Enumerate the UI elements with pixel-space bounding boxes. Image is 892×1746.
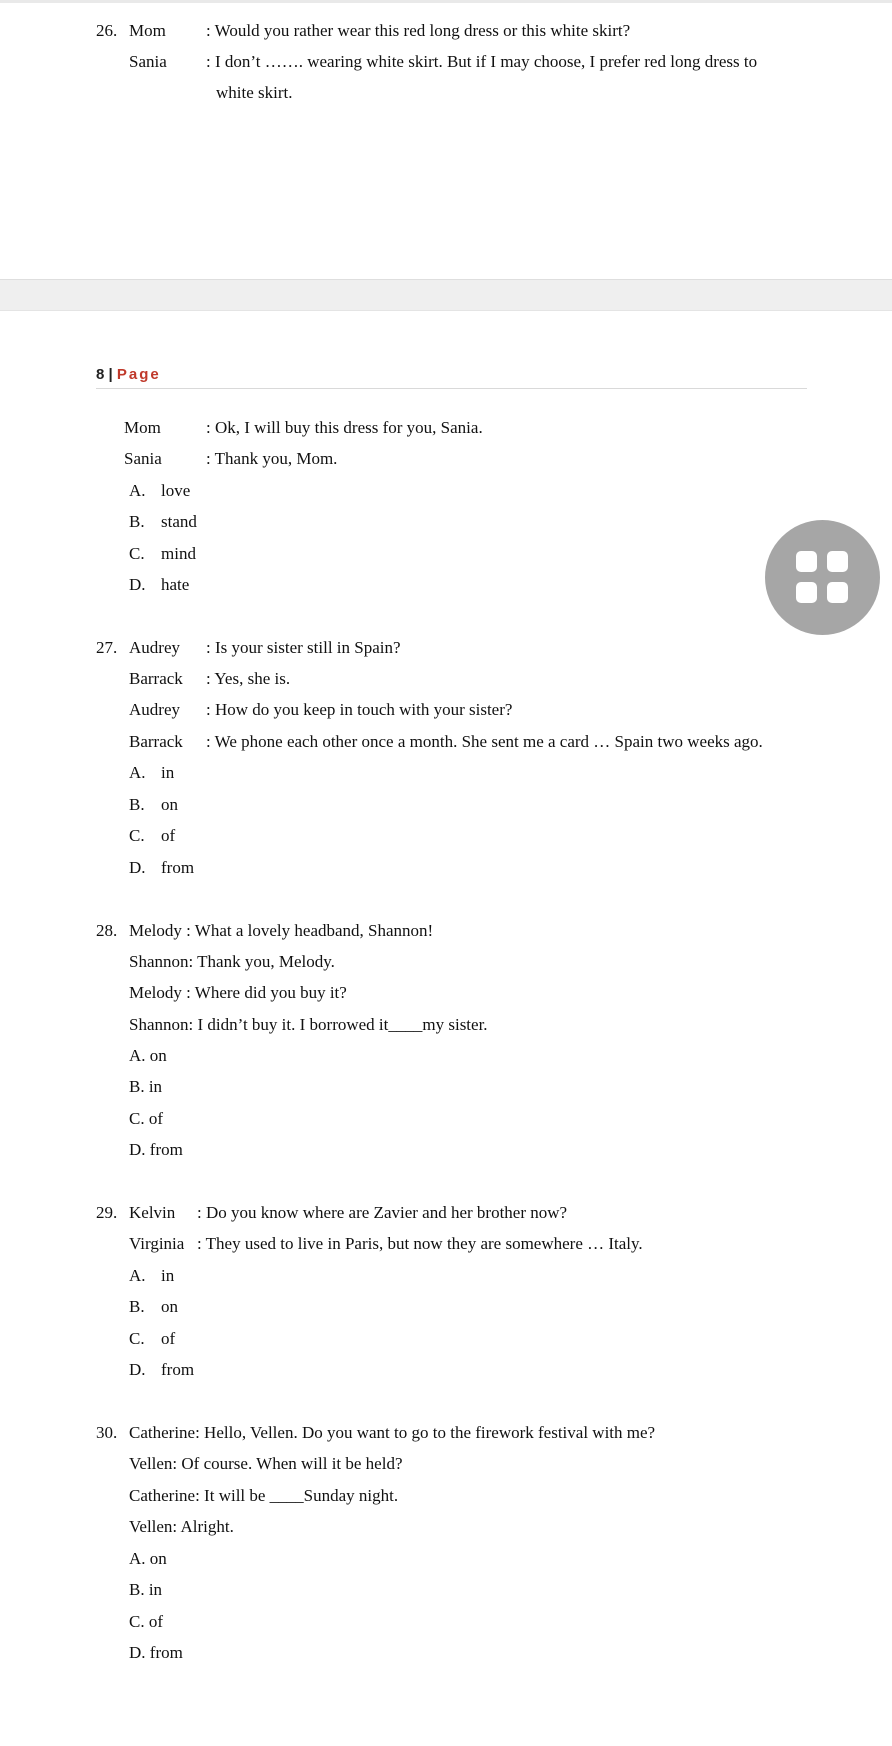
grid-cell (796, 551, 817, 572)
q29-option-a: in (161, 1266, 175, 1285)
q27-speaker-3: Audrey (129, 700, 180, 719)
q30-option-b: B. in (129, 1580, 163, 1599)
q26-option-b-letter: B. (129, 512, 145, 531)
q30-number: 30. (96, 1423, 118, 1442)
floating-menu-button[interactable] (765, 520, 880, 635)
q30-line-2: Vellen: Of course. When will it be held? (129, 1454, 403, 1473)
q29-option-a-letter: A. (129, 1266, 146, 1285)
q27-option-d: from (161, 858, 195, 877)
grid-cell (796, 582, 817, 603)
grid-cell (827, 551, 848, 572)
q29-speaker-1: Kelvin (129, 1203, 176, 1222)
q27-option-a: in (161, 763, 175, 782)
q30-line-3: Catherine: It will be ____Sunday night. (129, 1486, 399, 1505)
q26-option-c-letter: C. (129, 544, 145, 563)
q30-option-c: C. of (129, 1612, 163, 1631)
q26-speaker-3: Mom (124, 418, 161, 437)
q27-option-d-letter: D. (129, 858, 146, 877)
q30-option-a: A. on (129, 1549, 167, 1568)
q26-option-b: stand (161, 512, 197, 531)
top-edge (0, 0, 892, 3)
q26-line-3: : Ok, I will buy this dress for you, Sania. (206, 418, 483, 437)
page-break (0, 279, 892, 311)
q28-option-a: A. on (129, 1046, 167, 1065)
q26-line-2-cont: white skirt. (216, 83, 293, 102)
q27-speaker-2: Barrack (129, 669, 183, 688)
q29-number: 29. (96, 1203, 118, 1222)
q28-line-1: Melody : What a lovely headband, Shannon! (129, 921, 434, 940)
q27-line-1: : Is your sister still in Spain? (206, 638, 401, 657)
q26-option-d-letter: D. (129, 575, 146, 594)
q27-speaker-1: Audrey (129, 638, 180, 657)
q30-option-d: D. from (129, 1643, 183, 1662)
q28-option-c: C. of (129, 1109, 163, 1128)
page-separator: | (108, 366, 113, 383)
q26-option-a-letter: A. (129, 481, 146, 500)
q28-option-b: B. in (129, 1077, 163, 1096)
q27-number: 27. (96, 638, 118, 657)
q29-option-b: on (161, 1297, 178, 1316)
page-number: 8 (96, 366, 105, 383)
q27-line-4: : We phone each other once a month. She sent me a card … Spain two weeks ago. (206, 732, 763, 751)
q29-option-d: from (161, 1360, 195, 1379)
q27-line-2: : Yes, she is. (206, 669, 291, 688)
page-label: Page (116, 366, 161, 383)
q29-line-2: : They used to live in Paris, but now they are somewhere … Italy. (197, 1234, 643, 1253)
q28-line-4: Shannon: I didn’t buy it. I borrowed it____my sister. (129, 1015, 488, 1034)
q26-speaker-4: Sania (124, 449, 162, 468)
q27-speaker-4: Barrack (129, 732, 183, 751)
q27-option-a-letter: A. (129, 763, 146, 782)
q27-line-3: : How do you keep in touch with your sister? (206, 700, 513, 719)
q29-line-1: : Do you know where are Zavier and her brother now? (197, 1203, 568, 1222)
page-header (96, 366, 161, 383)
q28-number: 28. (96, 921, 118, 940)
q29-option-b-letter: B. (129, 1297, 145, 1316)
q26-number: 26. (96, 21, 118, 40)
q28-line-3: Melody : Where did you buy it? (129, 983, 347, 1002)
grid-cell (827, 582, 848, 603)
q26-option-c: mind (161, 544, 196, 563)
q29-option-d-letter: D. (129, 1360, 146, 1379)
q30-line-4: Vellen: Alright. (129, 1517, 234, 1536)
q28-line-2: Shannon: Thank you, Melody. (129, 952, 335, 971)
q29-speaker-2: Virginia (129, 1234, 185, 1253)
q26-option-a: love (161, 481, 191, 500)
q27-option-c-letter: C. (129, 826, 145, 845)
q29-option-c-letter: C. (129, 1329, 145, 1348)
q26-line-1: : Would you rather wear this red long dress or this white skirt? (206, 21, 631, 40)
q27-option-b: on (161, 795, 178, 814)
q27-option-c: of (161, 826, 176, 845)
q28-option-d: D. from (129, 1140, 183, 1159)
q26-speaker-1: Mom (129, 21, 166, 40)
q26-option-d: hate (161, 575, 190, 594)
q29-option-c: of (161, 1329, 176, 1348)
q26-line-4: : Thank you, Mom. (206, 449, 338, 468)
q26-speaker-2: Sania (129, 52, 167, 71)
q27-option-b-letter: B. (129, 795, 145, 814)
header-rule (96, 388, 807, 389)
q30-line-1: Catherine: Hello, Vellen. Do you want to go to the firework festival with me? (129, 1423, 656, 1442)
q26-line-2: : I don’t ……. wearing white skirt. But if I may choose, I prefer red long dress to (206, 52, 758, 71)
